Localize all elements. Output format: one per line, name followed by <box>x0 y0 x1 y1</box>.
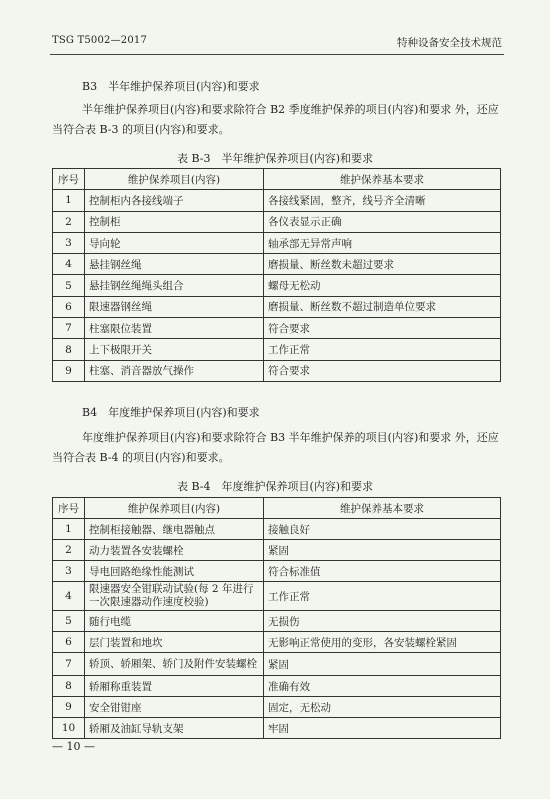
row-item: 安全钳钳座 <box>85 697 264 718</box>
row-item: 动力装置各安装螺栓 <box>85 540 264 561</box>
row-item: 轿厢称重装置 <box>85 676 264 697</box>
row-no: 1 <box>53 519 85 540</box>
row-item: 随行电缆 <box>85 611 264 632</box>
row-req: 无影响正常使用的变形，各安装螺栓紧固 <box>264 632 501 653</box>
table-header-row <box>53 498 501 519</box>
row-no: 2 <box>53 211 85 232</box>
row-req: 工作正常 <box>264 339 501 360</box>
row-req: 牢固 <box>264 718 501 739</box>
row-item: 导电回路绝缘性能测试 <box>85 561 264 582</box>
row-req: 符合标准值 <box>264 561 501 582</box>
row-item: 上下极限开关 <box>85 339 264 360</box>
table-b3 <box>52 168 501 382</box>
table-b4 <box>52 497 501 739</box>
table-row <box>53 676 501 697</box>
row-no: 5 <box>53 275 85 296</box>
row-req: 工作正常 <box>264 582 501 611</box>
row-no: 4 <box>53 582 85 611</box>
row-no: 8 <box>53 339 85 360</box>
row-req: 符合要求 <box>264 318 501 339</box>
row-req: 紧固 <box>264 540 501 561</box>
table-b4-caption: 表 B-4 年度维护保养项目(内容)和要求 <box>176 480 374 493</box>
table-row <box>53 360 501 381</box>
table-row <box>53 519 501 540</box>
row-req: 无损伤 <box>264 611 501 632</box>
row-item: 轿顶、轿厢架、轿门及附件安装螺栓 <box>85 653 264 676</box>
section-b4-heading: B4 年度维护保养项目(内容)和要求 <box>82 406 260 419</box>
table-row <box>53 582 501 611</box>
header-divider <box>50 54 504 55</box>
row-no: 7 <box>53 318 85 339</box>
table-row <box>53 339 501 360</box>
table-row <box>53 232 501 253</box>
row-no: 3 <box>53 232 85 253</box>
row-req: 符合要求 <box>264 360 501 381</box>
table-row <box>53 561 501 582</box>
table-row <box>53 296 501 317</box>
col-header-req: 维护保养基本要求 <box>264 169 501 190</box>
row-item: 轿厢及油缸导轨支架 <box>85 718 264 739</box>
row-req: 各接线紧固，整齐，线号齐全清晰 <box>264 190 501 211</box>
row-req: 轴承部无异常声响 <box>264 232 501 253</box>
table-b3-caption: 表 B-3 半年维护保养项目(内容)和要求 <box>176 152 374 165</box>
row-item: 限速器钢丝绳 <box>85 296 264 317</box>
col-header-no: 序号 <box>53 169 85 190</box>
table-row <box>53 632 501 653</box>
row-req: 螺母无松动 <box>264 275 501 296</box>
row-item: 柱塞、消音器放气操作 <box>85 360 264 381</box>
row-item: 悬挂钢丝绳绳头组合 <box>85 275 264 296</box>
row-item: 柱塞限位装置 <box>85 318 264 339</box>
section-b4-paragraph: 年度维护保养项目(内容)和要求除符合 B3 半年维护保养的项目(内容)和要求 外，还应当符合表 B-4 的项目(内容)和要求。 <box>52 431 499 464</box>
row-item: 导向轮 <box>85 232 264 253</box>
col-header-no: 序号 <box>53 498 85 519</box>
row-no: 1 <box>53 190 85 211</box>
row-req: 准确有效 <box>264 676 501 697</box>
table-row <box>53 653 501 676</box>
col-header-req: 维护保养基本要求 <box>264 498 501 519</box>
row-req: 各仪表显示正确 <box>264 211 501 232</box>
row-no: 5 <box>53 611 85 632</box>
table-row <box>53 254 501 275</box>
table-row <box>53 190 501 211</box>
row-item: 悬挂钢丝绳 <box>85 254 264 275</box>
row-no: 4 <box>53 254 85 275</box>
table-row <box>53 318 501 339</box>
row-no: 7 <box>53 653 85 676</box>
row-req: 接触良好 <box>264 519 501 540</box>
header-title: 特种设备安全技术规范 <box>397 37 502 49</box>
table-row <box>53 211 501 232</box>
table-row <box>53 540 501 561</box>
section-b3-paragraph: 半年维护保养项目(内容)和要求除符合 B2 季度维护保养的项目(内容)和要求 外，还应当符合表 B-3 的项目(内容)和要求。 <box>52 103 499 136</box>
table-row <box>53 275 501 296</box>
row-item: 控制柜 <box>85 211 264 232</box>
table-row <box>53 611 501 632</box>
row-item: 限速器安全钳联动试验(每 2 年进行一次限速器动作速度校验) <box>85 582 264 611</box>
row-req: 磨损量、断丝数不超过制造单位要求 <box>264 296 501 317</box>
page-number: — 10 — <box>52 740 95 753</box>
row-no: 9 <box>53 697 85 718</box>
col-header-item: 维护保养项目(内容) <box>85 498 264 519</box>
row-no: 10 <box>53 718 85 739</box>
table-header-row <box>53 169 501 190</box>
row-no: 2 <box>53 540 85 561</box>
row-no: 6 <box>53 296 85 317</box>
row-no: 6 <box>53 632 85 653</box>
section-b3-heading: B3 半年维护保养项目(内容)和要求 <box>82 80 260 93</box>
row-req: 固定，无松动 <box>264 697 501 718</box>
col-header-item: 维护保养项目(内容) <box>85 169 264 190</box>
row-req: 紧固 <box>264 653 501 676</box>
row-req: 磨损量、断丝数未超过要求 <box>264 254 501 275</box>
table-row <box>53 697 501 718</box>
row-no: 8 <box>53 676 85 697</box>
row-item: 层门装置和地坎 <box>85 632 264 653</box>
table-row <box>53 718 501 739</box>
row-item: 控制柜内各接线端子 <box>85 190 264 211</box>
row-no: 3 <box>53 561 85 582</box>
row-no: 9 <box>53 360 85 381</box>
standard-code: TSG T5002—2017 <box>52 35 148 46</box>
row-item: 控制柜接触器、继电器触点 <box>85 519 264 540</box>
